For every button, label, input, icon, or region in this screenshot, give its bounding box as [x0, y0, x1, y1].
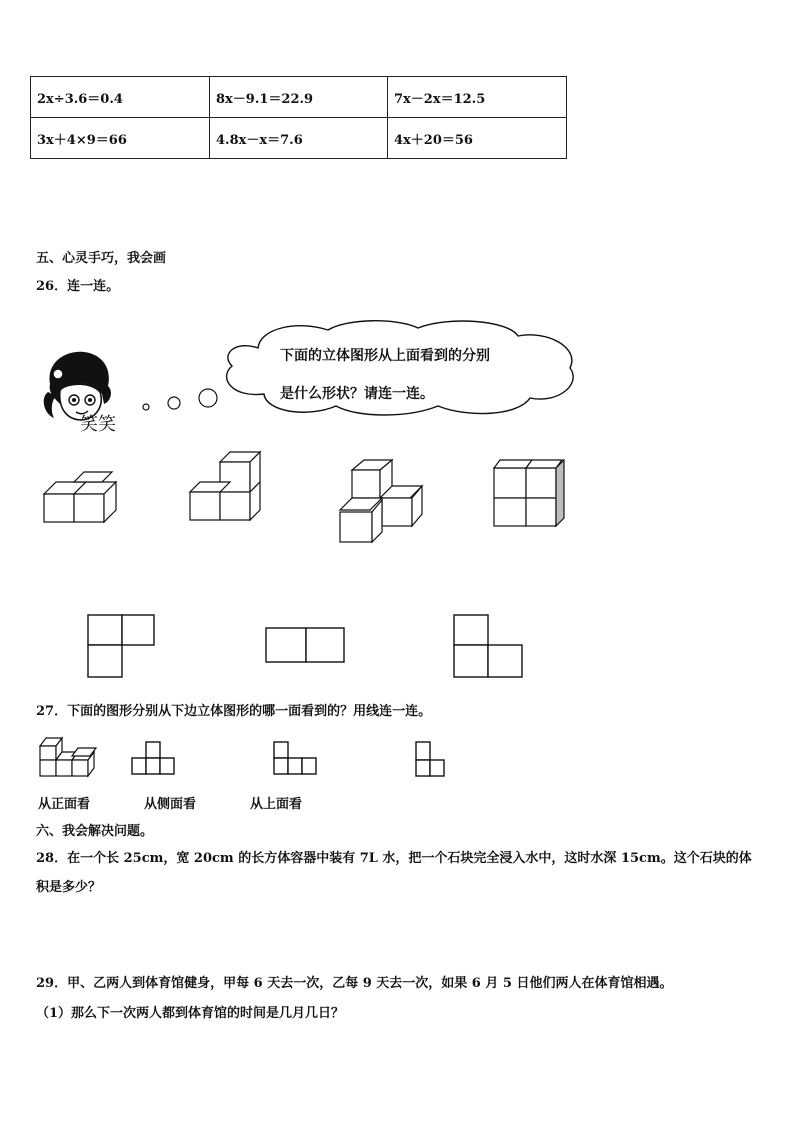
cube-figure-1: [42, 466, 122, 524]
character-name: 笑笑: [80, 414, 116, 435]
equation-cell: 4x＋20＝56: [388, 118, 567, 159]
top-view-shape-3: [452, 613, 526, 679]
section-6-title: 六、我会解决问题。: [36, 824, 154, 839]
label-top-view: 从上面看: [250, 797, 303, 812]
bubble-text-line-1: 下面的立体图形从上面看到的分别: [280, 348, 490, 364]
cube-figure-2: [188, 448, 264, 522]
question-29-sub-1: （1）那么下一次两人都到体育馆的时间是几月几日？: [36, 1006, 345, 1021]
table-row: [31, 77, 567, 118]
q27-view-3: [414, 740, 448, 780]
q27-view-2: [272, 740, 320, 776]
question-28-line-1: 28．在一个长 25cm，宽 20cm 的长方体容器中装有 7L 水，把一个石块完全浸入水中，这时水深 15cm。这个石块的体: [36, 851, 752, 866]
equations-table: [30, 76, 567, 159]
bubble-text-line-2: 是什么形状？请连一连。: [280, 386, 434, 402]
thought-dots: [140, 385, 220, 415]
label-side-view: 从侧面看: [144, 797, 197, 812]
equation-cell: 8x－9.1＝22.9: [210, 77, 388, 118]
equation-cell: 2x÷3.6＝0.4: [31, 77, 210, 118]
question-28-line-2: 积是多少？: [36, 880, 102, 895]
q27-view-1: [130, 740, 178, 776]
section-5-title: 五、心灵手巧，我会画: [36, 251, 167, 266]
cube-figure-4: [492, 458, 568, 528]
question-26-title: 26．连一连。: [36, 279, 120, 294]
question-29-line-1: 29．甲、乙两人到体育馆健身，甲每 6 天去一次，乙每 9 天去一次，如果 6 月 5 日他们两人在体育馆相遇。: [36, 976, 673, 991]
question-27-title: 27．下面的图形分别从下边立体图形的哪一面看到的？用线连一连。: [36, 704, 432, 719]
label-front-view: 从正面看: [38, 797, 91, 812]
q27-solid-figure: [38, 734, 102, 778]
equation-cell: 4.8x－x＝7.6: [210, 118, 388, 159]
top-view-shape-1: [86, 613, 158, 679]
cube-figure-3: [338, 458, 434, 546]
table-row: [31, 118, 567, 159]
top-view-shape-2: [264, 626, 348, 666]
equation-cell: 7x－2x＝12.5: [388, 77, 567, 118]
equation-cell: 3x＋4×9＝66: [31, 118, 210, 159]
thought-cloud: [218, 318, 582, 418]
